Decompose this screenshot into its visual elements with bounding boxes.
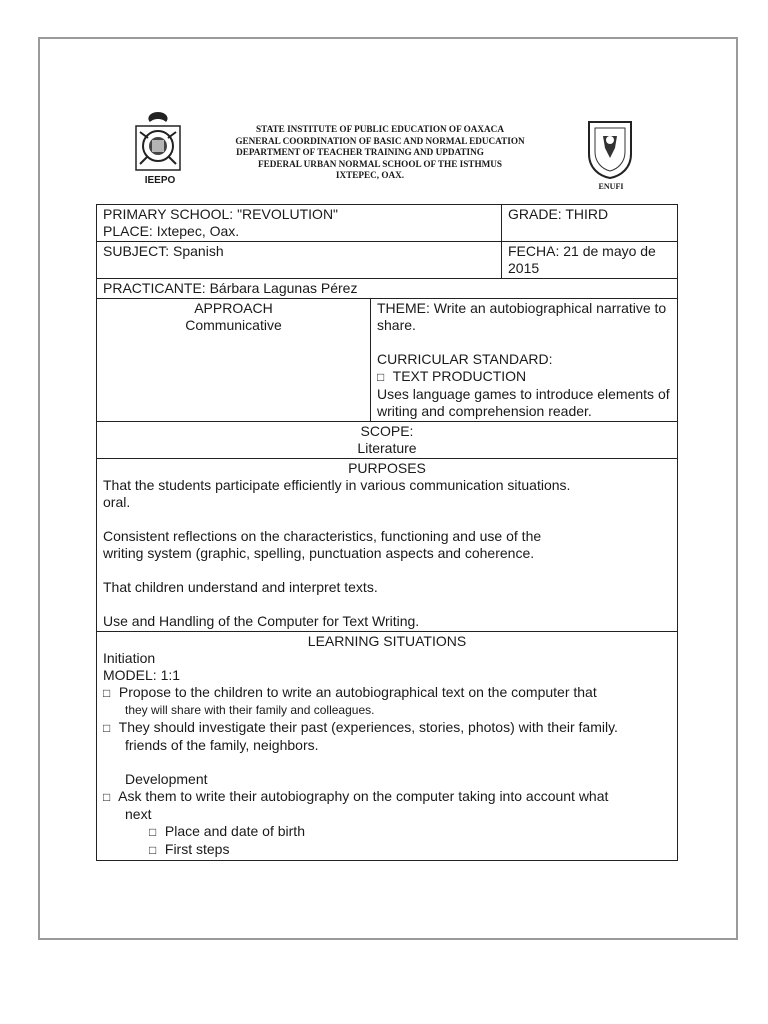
lesson-plan-table [96,204,678,861]
table-row [97,632,678,861]
scope-value: Literature [357,440,417,456]
purpose-item: That the students participate efficiently in various communication situations. oral. [103,477,571,510]
scope-title: SCOPE: [360,423,414,439]
institution-line: IXTEPEC, OAX. [335,170,405,181]
table-row [97,279,678,299]
grade-cell: GRADE: THIRD [502,205,678,242]
purpose-item: Consistent reflections on the characteristics, functioning and use of the writing system (graphic, spelling, punctuation aspects and coherence. [103,528,542,561]
standard-title: CURRICULAR STANDARD: [377,351,553,367]
checkbox-bullet-icon: □ [149,843,157,857]
date-cell: FECHA: 21 de mayo de 2015 [502,242,678,279]
checkbox-bullet-icon: □ [103,721,111,735]
table-row [97,459,678,632]
purpose-item: Use and Handling of the Computer for Text Writing. [103,613,420,629]
list-item-continuation: next [125,806,152,822]
enufi-caption: ENUFI [598,182,624,191]
institution-line: STATE INSTITUTE OF PUBLIC EDUCATION OF OAXACA [256,124,504,134]
approach-cell [97,299,371,422]
institution-line: FEDERAL URBAN NORMAL SCHOOL OF THE ISTHMUS [257,158,503,169]
table-row [97,242,678,279]
learning-situations-cell [97,632,678,861]
practicante-cell: PRACTICANTE: Bárbara Lagunas Pérez [97,279,678,299]
ieepo-caption: IEEPO [144,175,176,186]
standard-text: Uses language games to introduce elements of writing and comprehension reader. [377,386,670,419]
purposes-cell [97,459,678,632]
enufi-shield-icon [585,118,635,180]
institution-line: GENERAL COORDINATION OF BASIC AND NORMAL EDUCATION [235,135,525,146]
table-row [97,205,678,242]
purposes-title: PURPOSES [348,460,426,476]
theme-cell [371,299,678,422]
scope-cell [97,422,678,459]
theme-text: THEME: Write an autobiographical narrative to share. [377,300,667,333]
list-item: □ They should investigate their past (experiences, stories, photos) with their family. [103,719,618,735]
list-item: □ Ask them to write their autobiography on the computer taking into account what [103,788,609,804]
subject-cell: SUBJECT: Spanish [97,242,502,279]
sub-list-item: □ First steps [149,841,230,857]
school-cell [97,205,502,242]
list-item: □ Propose to the children to write an autobiographical text on the computer that [103,684,597,700]
list-item-continuation: they will share with their family and colleagues. [125,703,375,717]
school-place: PLACE: Ixtepec, Oax. [103,223,240,239]
table-row [97,422,678,459]
table-row [97,299,678,422]
ieepo-emblem-icon [128,108,188,178]
institution-heading [190,124,570,182]
checkbox-bullet-icon: □ [103,686,111,700]
standard-item: □ TEXT PRODUCTION [377,368,527,384]
school-name: PRIMARY SCHOOL: "REVOLUTION" [103,206,339,222]
checkbox-bullet-icon: □ [149,825,157,839]
approach-title: APPROACH [194,300,273,316]
checkbox-bullet-icon: □ [377,370,385,384]
list-item-continuation: friends of the family, neighbors. [125,737,319,753]
checkbox-bullet-icon: □ [103,790,111,804]
model-label: MODEL: 1:1 [103,667,181,683]
purpose-item: That children understand and interpret texts. [103,579,378,595]
learning-title: LEARNING SITUATIONS [307,633,467,649]
development-label: Development [125,771,208,787]
approach-value: Communicative [185,317,282,333]
sub-list-item: □ Place and date of birth [149,823,305,839]
initiation-label: Initiation [103,650,156,666]
institution-line: DEPARTMENT OF TEACHER TRAINING AND UPDATING [236,147,484,158]
